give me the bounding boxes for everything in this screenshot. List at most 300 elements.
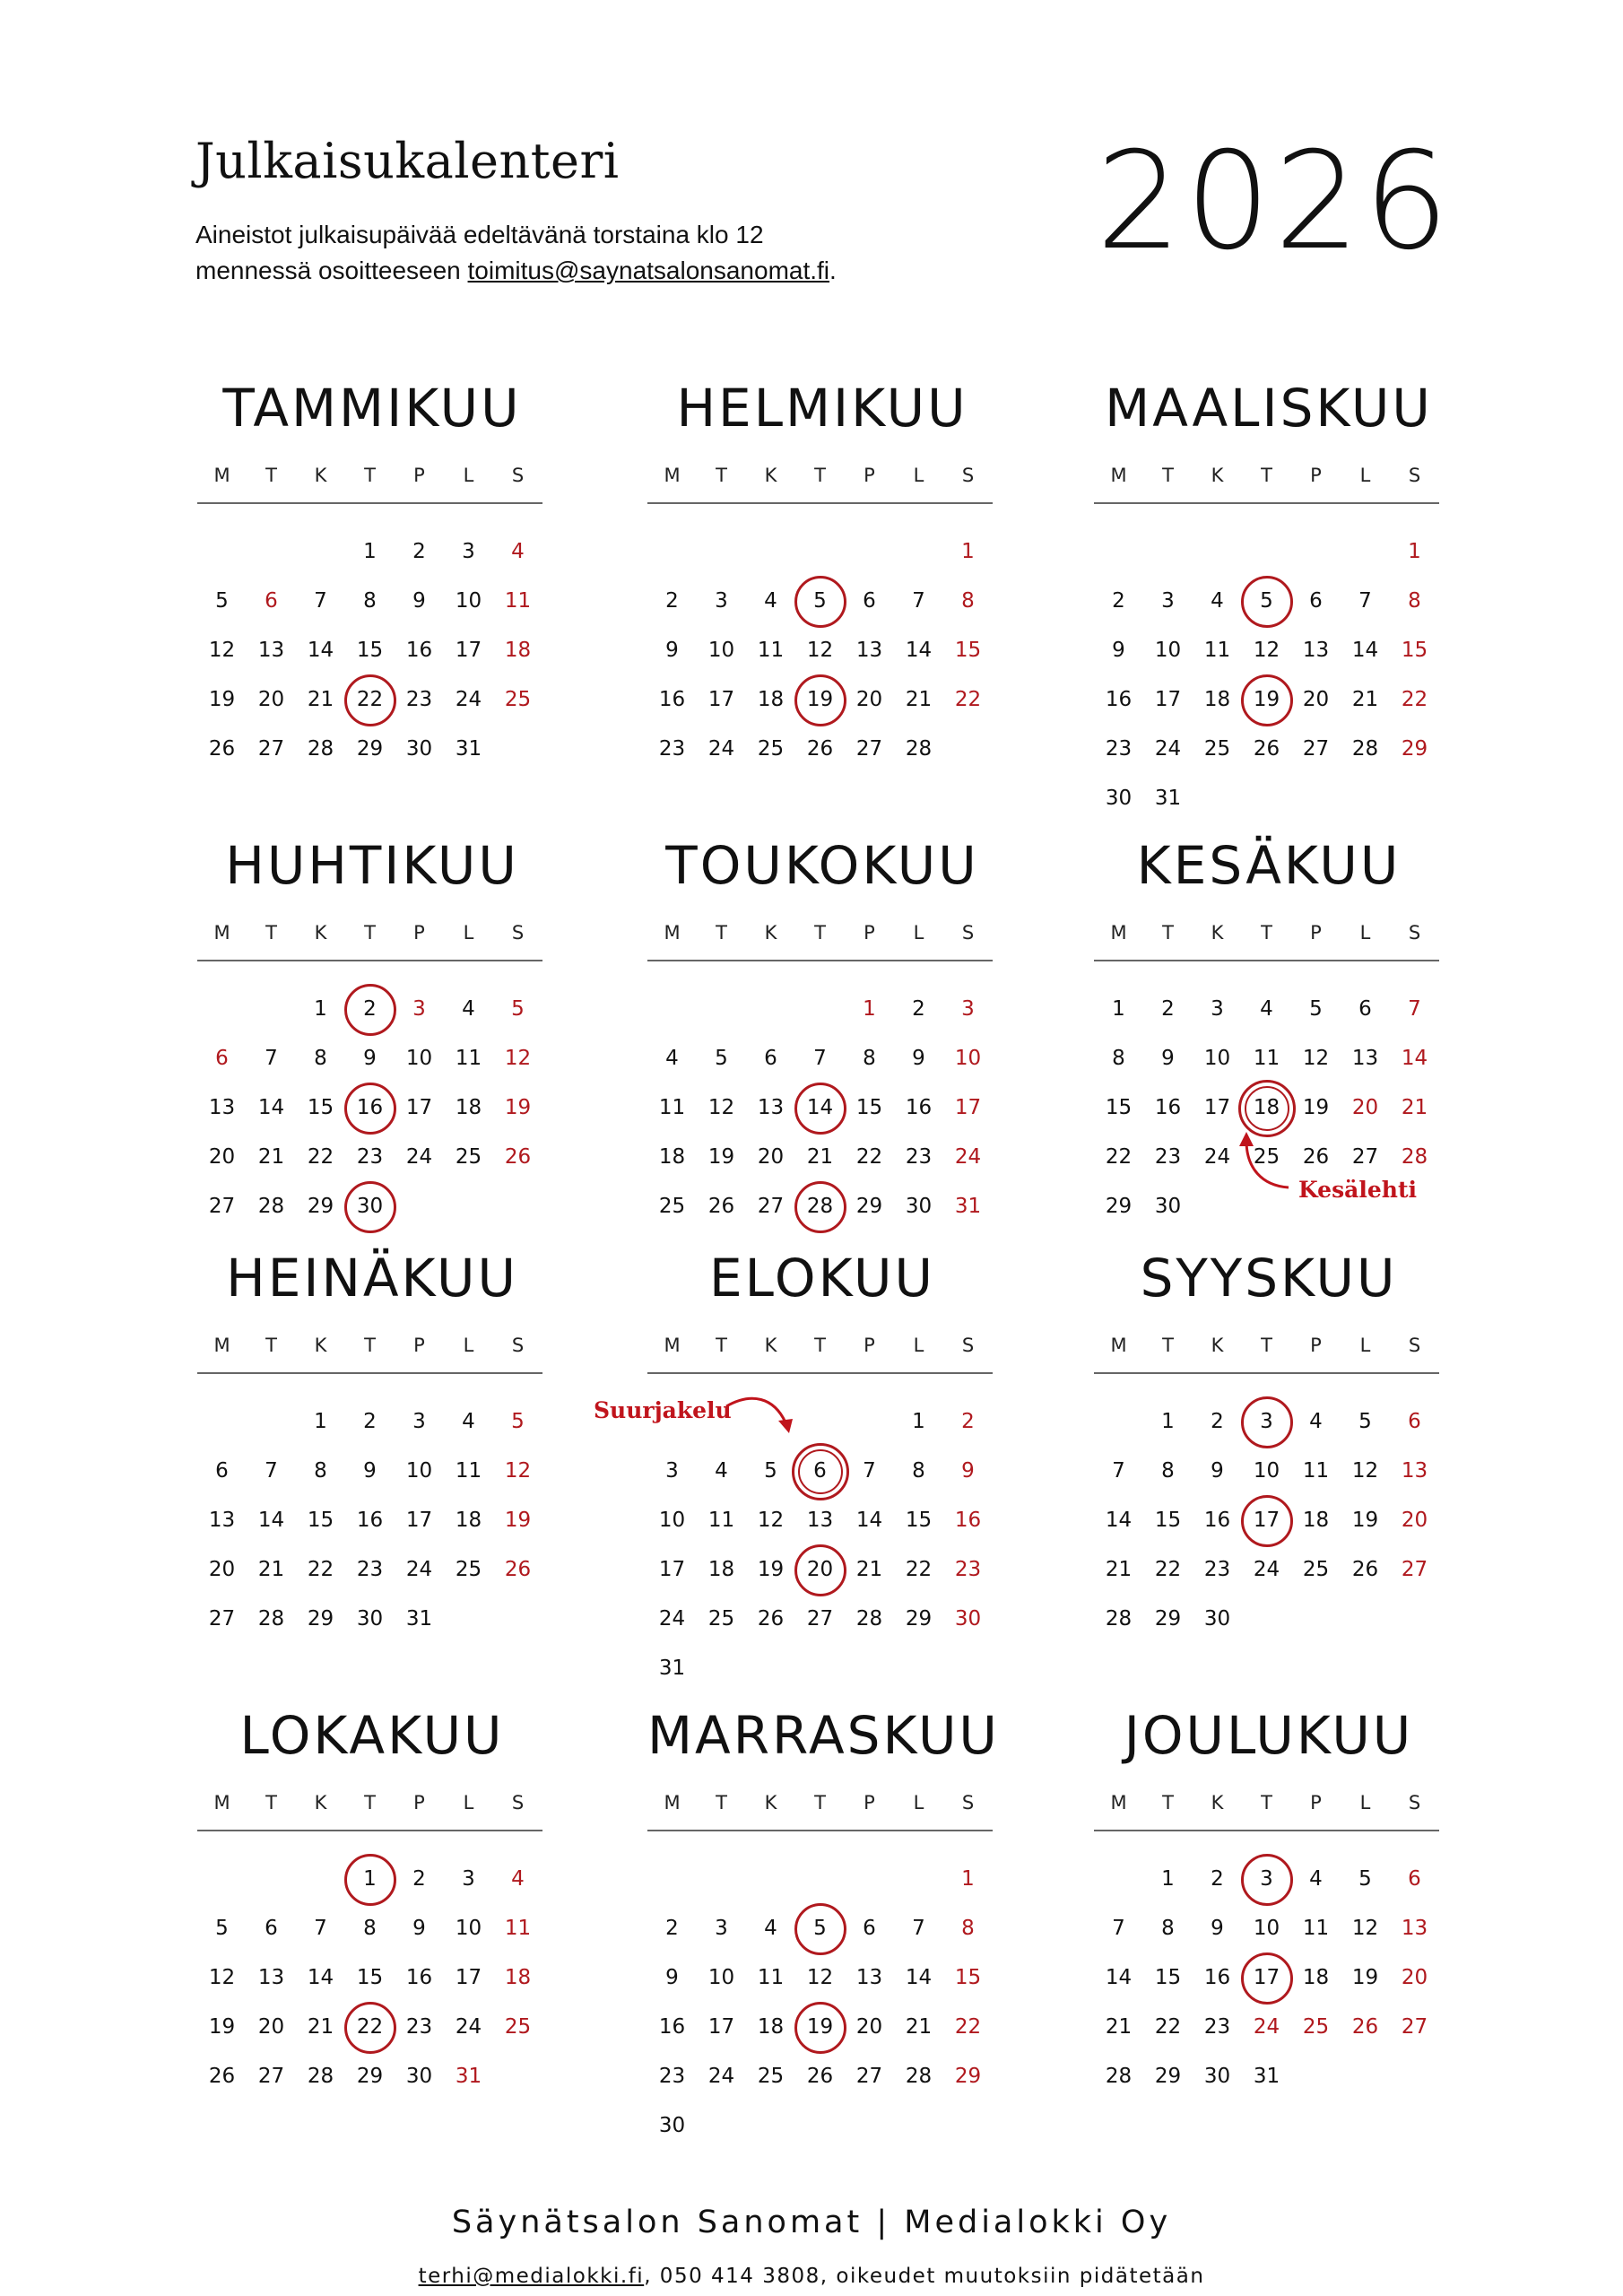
calendar-day: 19 <box>806 2015 834 2039</box>
weekday-label: P <box>413 1335 425 1356</box>
calendar-day: 8 <box>863 1047 876 1070</box>
month-4 <box>197 834 547 1283</box>
calendar-day: 5 <box>813 1917 827 1940</box>
calendar-day: 21 <box>806 1145 834 1169</box>
weekday-label: T <box>1162 1792 1174 1813</box>
calendar-day: 28 <box>1105 1607 1133 1631</box>
calendar-day: 11 <box>1302 1459 1330 1483</box>
calendar-day: 15 <box>855 1096 883 1119</box>
calendar-day: 6 <box>215 1459 229 1483</box>
calendar-day: 10 <box>658 1509 686 1532</box>
calendar-day: 28 <box>1105 2065 1133 2088</box>
calendar-day: 27 <box>208 1607 236 1631</box>
weekday-label: M <box>213 1792 230 1813</box>
month-name: SYYSKUU <box>1140 1248 1398 1309</box>
calendar-day: 22 <box>855 1145 883 1169</box>
calendar-day: 22 <box>356 2015 384 2039</box>
calendar-day: 13 <box>806 1509 834 1532</box>
month-2 <box>647 377 997 825</box>
calendar-day: 29 <box>356 2065 384 2088</box>
weekday-label: T <box>364 1335 376 1356</box>
calendar-day: 30 <box>405 2065 433 2088</box>
calendar-day: 25 <box>455 1558 482 1581</box>
calendar-day: 10 <box>1154 639 1182 662</box>
calendar-day: 11 <box>1302 1917 1330 1940</box>
weekday-label: P <box>1310 465 1322 486</box>
calendar-day: 22 <box>1154 1558 1182 1581</box>
weekday-label: S <box>961 465 975 486</box>
calendar-day: 7 <box>314 1917 327 1940</box>
calendar-day: 19 <box>707 1145 735 1169</box>
month-1 <box>197 377 547 825</box>
weekday-label: K <box>314 922 327 944</box>
calendar-day: 7 <box>1408 997 1421 1021</box>
calendar-day: 7 <box>1112 1459 1125 1483</box>
suurjakelu-arrow-icon <box>725 1394 796 1439</box>
weekday-label: K <box>1211 1792 1224 1813</box>
calendar-day: 3 <box>412 997 426 1021</box>
footer-email-link[interactable]: terhi@medialokki.fi <box>418 2265 645 2288</box>
weekday-label: M <box>664 922 681 944</box>
calendar-day: 4 <box>764 1917 777 1940</box>
weekday-label: L <box>463 1792 474 1813</box>
calendar-day: 20 <box>1401 1509 1428 1532</box>
weekday-label: K <box>764 1792 777 1813</box>
calendar-day: 27 <box>1302 737 1330 761</box>
calendar-day: 26 <box>707 1195 735 1218</box>
calendar-day: 24 <box>455 2015 482 2039</box>
calendar-day: 20 <box>257 2015 285 2039</box>
calendar-day: 26 <box>504 1558 532 1581</box>
weekday-label: T <box>265 922 277 944</box>
footer-contact <box>0 2265 1623 2288</box>
month-10 <box>197 1704 547 2152</box>
weekday-label: T <box>265 465 277 486</box>
calendar-day: 22 <box>356 688 384 711</box>
calendar-day: 13 <box>208 1509 236 1532</box>
calendar-day: 31 <box>954 1195 982 1218</box>
calendar-day: 3 <box>665 1459 679 1483</box>
calendar-day: 3 <box>1161 589 1175 613</box>
calendar-day: 29 <box>905 1607 933 1631</box>
calendar-day: 21 <box>1105 1558 1133 1581</box>
calendar-day: 2 <box>1161 997 1175 1021</box>
calendar-day: 11 <box>658 1096 686 1119</box>
calendar-day: 20 <box>1351 1096 1379 1119</box>
calendar-day: 16 <box>905 1096 933 1119</box>
calendar-day: 9 <box>1112 639 1125 662</box>
weekday-label: T <box>1261 465 1272 486</box>
weekday-label: T <box>265 1335 277 1356</box>
calendar-day: 26 <box>1253 737 1280 761</box>
calendar-day: 23 <box>356 1145 384 1169</box>
calendar-day: 28 <box>257 1195 285 1218</box>
weekday-label: L <box>913 1335 924 1356</box>
calendar-day: 19 <box>806 688 834 711</box>
calendar-day: 30 <box>954 1607 982 1631</box>
calendar-day: 8 <box>1161 1459 1175 1483</box>
calendar-day: 26 <box>504 1145 532 1169</box>
calendar-day: 8 <box>363 1917 377 1940</box>
calendar-day: 20 <box>1302 688 1330 711</box>
calendar-day: 17 <box>707 688 735 711</box>
calendar-day: 25 <box>1302 1558 1330 1581</box>
calendar-day: 16 <box>356 1509 384 1532</box>
calendar-day: 31 <box>658 1657 686 1680</box>
calendar-day: 18 <box>1302 1966 1330 1989</box>
calendar-day: 8 <box>961 589 975 613</box>
month-name: HEINÄKUU <box>226 1248 518 1309</box>
calendar-day: 2 <box>1211 1410 1224 1433</box>
calendar-day: 1 <box>314 1410 327 1433</box>
calendar-day: 1 <box>863 997 876 1021</box>
calendar-day: 20 <box>257 688 285 711</box>
calendar-day: 24 <box>658 1607 686 1631</box>
calendar-day: 7 <box>1358 589 1372 613</box>
weekday-label: K <box>1211 465 1224 486</box>
weekday-label: K <box>764 922 777 944</box>
calendar-day: 6 <box>1358 997 1372 1021</box>
calendar-day: 7 <box>314 589 327 613</box>
calendar-day: 14 <box>905 639 933 662</box>
calendar-day: 18 <box>455 1096 482 1119</box>
calendar-day: 19 <box>1351 1509 1379 1532</box>
calendar-day: 21 <box>1351 688 1379 711</box>
calendar-day: 23 <box>405 2015 433 2039</box>
weekday-label: T <box>1261 922 1272 944</box>
calendar-day: 14 <box>905 1966 933 1989</box>
calendar-day: 3 <box>715 1917 728 1940</box>
calendar-day: 16 <box>405 1966 433 1989</box>
calendar-day: 22 <box>954 688 982 711</box>
weekday-label: T <box>716 1335 727 1356</box>
calendar-day: 14 <box>855 1509 883 1532</box>
month-11 <box>647 1704 1000 2152</box>
weekday-label: T <box>716 465 727 486</box>
calendar-day: 17 <box>707 2015 735 2039</box>
calendar-day: 12 <box>1302 1047 1330 1070</box>
calendar-day: 27 <box>855 2065 883 2088</box>
calendar-day: 5 <box>1309 997 1323 1021</box>
calendar-day: 5 <box>813 589 827 613</box>
calendar-day: 25 <box>757 737 785 761</box>
calendar-day: 16 <box>1203 1966 1231 1989</box>
calendar-day: 13 <box>257 639 285 662</box>
submission-instructions <box>195 217 1002 289</box>
calendar-day: 22 <box>1105 1145 1133 1169</box>
weekday-label: M <box>1110 465 1127 486</box>
month-name: LOKAKUU <box>239 1705 505 1766</box>
suurjakelu-label: Suurjakelu <box>594 1397 732 1423</box>
calendar-day: 29 <box>307 1195 334 1218</box>
calendar-day: 12 <box>757 1509 785 1532</box>
calendar-day: 31 <box>455 737 482 761</box>
calendar-day: 10 <box>707 1966 735 1989</box>
calendar-day: 6 <box>813 1459 827 1483</box>
calendar-day: 13 <box>208 1096 236 1119</box>
calendar-day: 29 <box>1154 2065 1182 2088</box>
calendar-day: 22 <box>954 2015 982 2039</box>
weekday-label: M <box>664 1792 681 1813</box>
calendar-day: 23 <box>1154 1145 1182 1169</box>
calendar-day: 19 <box>757 1558 785 1581</box>
calendar-day: 16 <box>658 2015 686 2039</box>
calendar-day: 9 <box>412 1917 426 1940</box>
calendar-day: 4 <box>1260 997 1273 1021</box>
calendar-day: 9 <box>1161 1047 1175 1070</box>
weekday-label: P <box>413 922 425 944</box>
calendar-day: 29 <box>954 2065 982 2088</box>
month-name: HELMIKUU <box>676 378 968 439</box>
calendar-day: 3 <box>1211 997 1224 1021</box>
weekday-label: S <box>511 922 525 944</box>
weekday-label: M <box>1110 1792 1127 1813</box>
weekday-label: S <box>961 1792 975 1813</box>
calendar-day: 13 <box>757 1096 785 1119</box>
calendar-day: 16 <box>1203 1509 1231 1532</box>
calendar-day: 19 <box>208 2015 236 2039</box>
weekday-label: T <box>1261 1335 1272 1356</box>
month-name: TOUKOKUU <box>665 835 979 896</box>
calendar-day: 21 <box>905 688 933 711</box>
calendar-day: 20 <box>208 1145 236 1169</box>
weekday-label: P <box>864 1335 875 1356</box>
calendar-day: 1 <box>1161 1410 1175 1433</box>
month-9 <box>1094 1247 1444 1695</box>
calendar-day: 26 <box>757 1607 785 1631</box>
calendar-day: 18 <box>1253 1096 1280 1119</box>
calendar-day: 23 <box>954 1558 982 1581</box>
calendar-day: 21 <box>855 1558 883 1581</box>
weekday-divider <box>647 502 993 504</box>
calendar-day: 23 <box>405 688 433 711</box>
editorial-email-link[interactable]: toimitus@saynatsalonsanomat.fi <box>467 257 830 284</box>
month-name: TAMMIKUU <box>222 378 522 439</box>
calendar-day: 26 <box>208 737 236 761</box>
calendar-day: 22 <box>307 1145 334 1169</box>
calendar-day: 17 <box>1203 1096 1231 1119</box>
calendar-day: 11 <box>757 1966 785 1989</box>
intro-line-2-prefix: mennessä osoitteeseen <box>195 257 468 284</box>
calendar-day: 10 <box>954 1047 982 1070</box>
calendar-day: 10 <box>1253 1459 1280 1483</box>
calendar-day: 30 <box>658 2114 686 2137</box>
weekday-label: L <box>1359 1335 1371 1356</box>
calendar-day: 23 <box>658 737 686 761</box>
calendar-day: 21 <box>1401 1096 1428 1119</box>
page-title: Julkaisukalenteri <box>195 133 620 189</box>
calendar-day: 6 <box>265 1917 278 1940</box>
weekday-label: P <box>413 1792 425 1813</box>
calendar-day: 25 <box>707 1607 735 1631</box>
calendar-day: 8 <box>363 589 377 613</box>
calendar-day: 27 <box>208 1195 236 1218</box>
calendar-day: 11 <box>1203 639 1231 662</box>
calendar-day: 9 <box>412 589 426 613</box>
calendar-day: 27 <box>855 737 883 761</box>
kesalehti-arrow-icon <box>1239 1132 1293 1195</box>
calendar-day: 2 <box>412 540 426 563</box>
weekday-label: S <box>511 1335 525 1356</box>
calendar-day: 16 <box>658 688 686 711</box>
weekday-label: T <box>1261 1792 1272 1813</box>
calendar-day: 10 <box>455 589 482 613</box>
calendar-day: 26 <box>1302 1145 1330 1169</box>
weekday-label: T <box>1162 922 1174 944</box>
weekday-label: T <box>814 465 826 486</box>
calendar-day: 25 <box>1203 737 1231 761</box>
calendar-day: 7 <box>912 1917 925 1940</box>
calendar-day: 20 <box>855 2015 883 2039</box>
weekday-label: L <box>463 922 474 944</box>
calendar-day: 23 <box>1203 1558 1231 1581</box>
calendar-day: 27 <box>257 737 285 761</box>
calendar-day: 8 <box>1161 1917 1175 1940</box>
calendar-day: 13 <box>1401 1917 1428 1940</box>
calendar-day: 12 <box>707 1096 735 1119</box>
calendar-day: 5 <box>511 997 525 1021</box>
calendar-day: 14 <box>307 1966 334 1989</box>
calendar-day: 17 <box>405 1509 433 1532</box>
calendar-day: 7 <box>813 1047 827 1070</box>
calendar-day: 1 <box>961 540 975 563</box>
weekday-label: T <box>265 1792 277 1813</box>
month-12 <box>1094 1704 1444 2152</box>
calendar-day: 24 <box>1253 2015 1280 2039</box>
weekday-label: L <box>1359 922 1371 944</box>
calendar-day: 12 <box>806 1966 834 1989</box>
calendar-day: 30 <box>356 1195 384 1218</box>
calendar-day: 10 <box>1253 1917 1280 1940</box>
calendar-day: 14 <box>1105 1509 1133 1532</box>
weekday-label: T <box>814 1335 826 1356</box>
calendar-day: 24 <box>954 1145 982 1169</box>
weekday-label: K <box>314 1335 327 1356</box>
calendar-day: 2 <box>912 997 925 1021</box>
calendar-day: 17 <box>405 1096 433 1119</box>
calendar-day: 6 <box>863 589 876 613</box>
weekday-divider <box>197 1372 542 1374</box>
weekday-label: T <box>716 922 727 944</box>
calendar-day: 25 <box>504 2015 532 2039</box>
weekday-label: P <box>864 465 875 486</box>
intro-suffix: . <box>829 257 837 284</box>
weekday-label: L <box>913 922 924 944</box>
calendar-day: 10 <box>707 639 735 662</box>
calendar-day: 11 <box>455 1047 482 1070</box>
calendar-day: 1 <box>363 540 377 563</box>
calendar-day: 7 <box>863 1459 876 1483</box>
calendar-day: 18 <box>1203 688 1231 711</box>
calendar-day: 30 <box>1203 2065 1231 2088</box>
calendar-day: 30 <box>1105 787 1133 810</box>
calendar-day: 1 <box>1161 1867 1175 1891</box>
intro-line-1: Aineistot julkaisupäivää edeltävänä torstaina klo 12 <box>195 221 764 248</box>
calendar-day: 24 <box>405 1558 433 1581</box>
calendar-day: 12 <box>208 639 236 662</box>
weekday-label: S <box>1408 465 1421 486</box>
calendar-day: 24 <box>1203 1145 1231 1169</box>
calendar-day: 3 <box>412 1410 426 1433</box>
calendar-day: 28 <box>1351 737 1379 761</box>
calendar-day: 2 <box>1211 1867 1224 1891</box>
weekday-label: S <box>511 465 525 486</box>
calendar-day: 30 <box>356 1607 384 1631</box>
calendar-day: 19 <box>1302 1096 1330 1119</box>
calendar-day: 14 <box>307 639 334 662</box>
calendar-day: 19 <box>504 1096 532 1119</box>
calendar-day: 10 <box>405 1459 433 1483</box>
weekday-label: L <box>463 1335 474 1356</box>
calendar-day: 5 <box>1358 1410 1372 1433</box>
calendar-day: 29 <box>307 1607 334 1631</box>
calendar-day: 6 <box>1309 589 1323 613</box>
calendar-day: 12 <box>1351 1917 1379 1940</box>
calendar-day: 6 <box>863 1917 876 1940</box>
calendar-day: 31 <box>405 1607 433 1631</box>
calendar-day: 1 <box>1112 997 1125 1021</box>
weekday-divider <box>1094 1372 1439 1374</box>
weekday-label: S <box>1408 1792 1421 1813</box>
calendar-day: 11 <box>455 1459 482 1483</box>
calendar-day: 26 <box>1351 1558 1379 1581</box>
calendar-day: 15 <box>1154 1966 1182 1989</box>
calendar-day: 7 <box>265 1459 278 1483</box>
calendar-day: 19 <box>1253 688 1280 711</box>
weekday-divider <box>197 960 542 961</box>
calendar-day: 17 <box>1253 1966 1280 1989</box>
calendar-day: 27 <box>1351 1145 1379 1169</box>
calendar-day: 6 <box>764 1047 777 1070</box>
calendar-day: 2 <box>363 997 377 1021</box>
calendar-day: 14 <box>1105 1966 1133 1989</box>
calendar-day: 11 <box>504 589 532 613</box>
calendar-day: 7 <box>912 589 925 613</box>
calendar-day: 10 <box>1203 1047 1231 1070</box>
calendar-day: 29 <box>855 1195 883 1218</box>
calendar-day: 23 <box>658 2065 686 2088</box>
calendar-day: 1 <box>363 1867 377 1891</box>
weekday-divider <box>197 502 542 504</box>
weekday-label: K <box>314 465 327 486</box>
month-name: KESÄKUU <box>1136 835 1402 896</box>
calendar-day: 11 <box>707 1509 735 1532</box>
calendar-day: 8 <box>314 1459 327 1483</box>
calendar-day: 14 <box>1401 1047 1428 1070</box>
calendar-day: 1 <box>912 1410 925 1433</box>
calendar-day: 28 <box>905 737 933 761</box>
calendar-day: 26 <box>806 737 834 761</box>
calendar-day: 24 <box>405 1145 433 1169</box>
calendar-day: 9 <box>665 639 679 662</box>
calendar-day: 21 <box>307 688 334 711</box>
weekday-label: S <box>1408 1335 1421 1356</box>
calendar-day: 29 <box>1154 1607 1182 1631</box>
calendar-day: 4 <box>1309 1867 1323 1891</box>
calendar-day: 2 <box>665 1917 679 1940</box>
footer-contact-details: , 050 414 3808, oikeudet muutoksiin pidätetään <box>644 2265 1205 2288</box>
calendar-day: 3 <box>462 1867 475 1891</box>
calendar-day: 12 <box>1253 639 1280 662</box>
calendar-day: 28 <box>1401 1145 1428 1169</box>
calendar-day: 18 <box>707 1558 735 1581</box>
calendar-day: 23 <box>905 1145 933 1169</box>
calendar-day: 25 <box>455 1145 482 1169</box>
calendar-day: 18 <box>757 688 785 711</box>
footer-publisher: Säynätsalon Sanomat | Medialokki Oy <box>451 2205 1172 2240</box>
calendar-day: 29 <box>1105 1195 1133 1218</box>
weekday-divider <box>197 1830 542 1831</box>
